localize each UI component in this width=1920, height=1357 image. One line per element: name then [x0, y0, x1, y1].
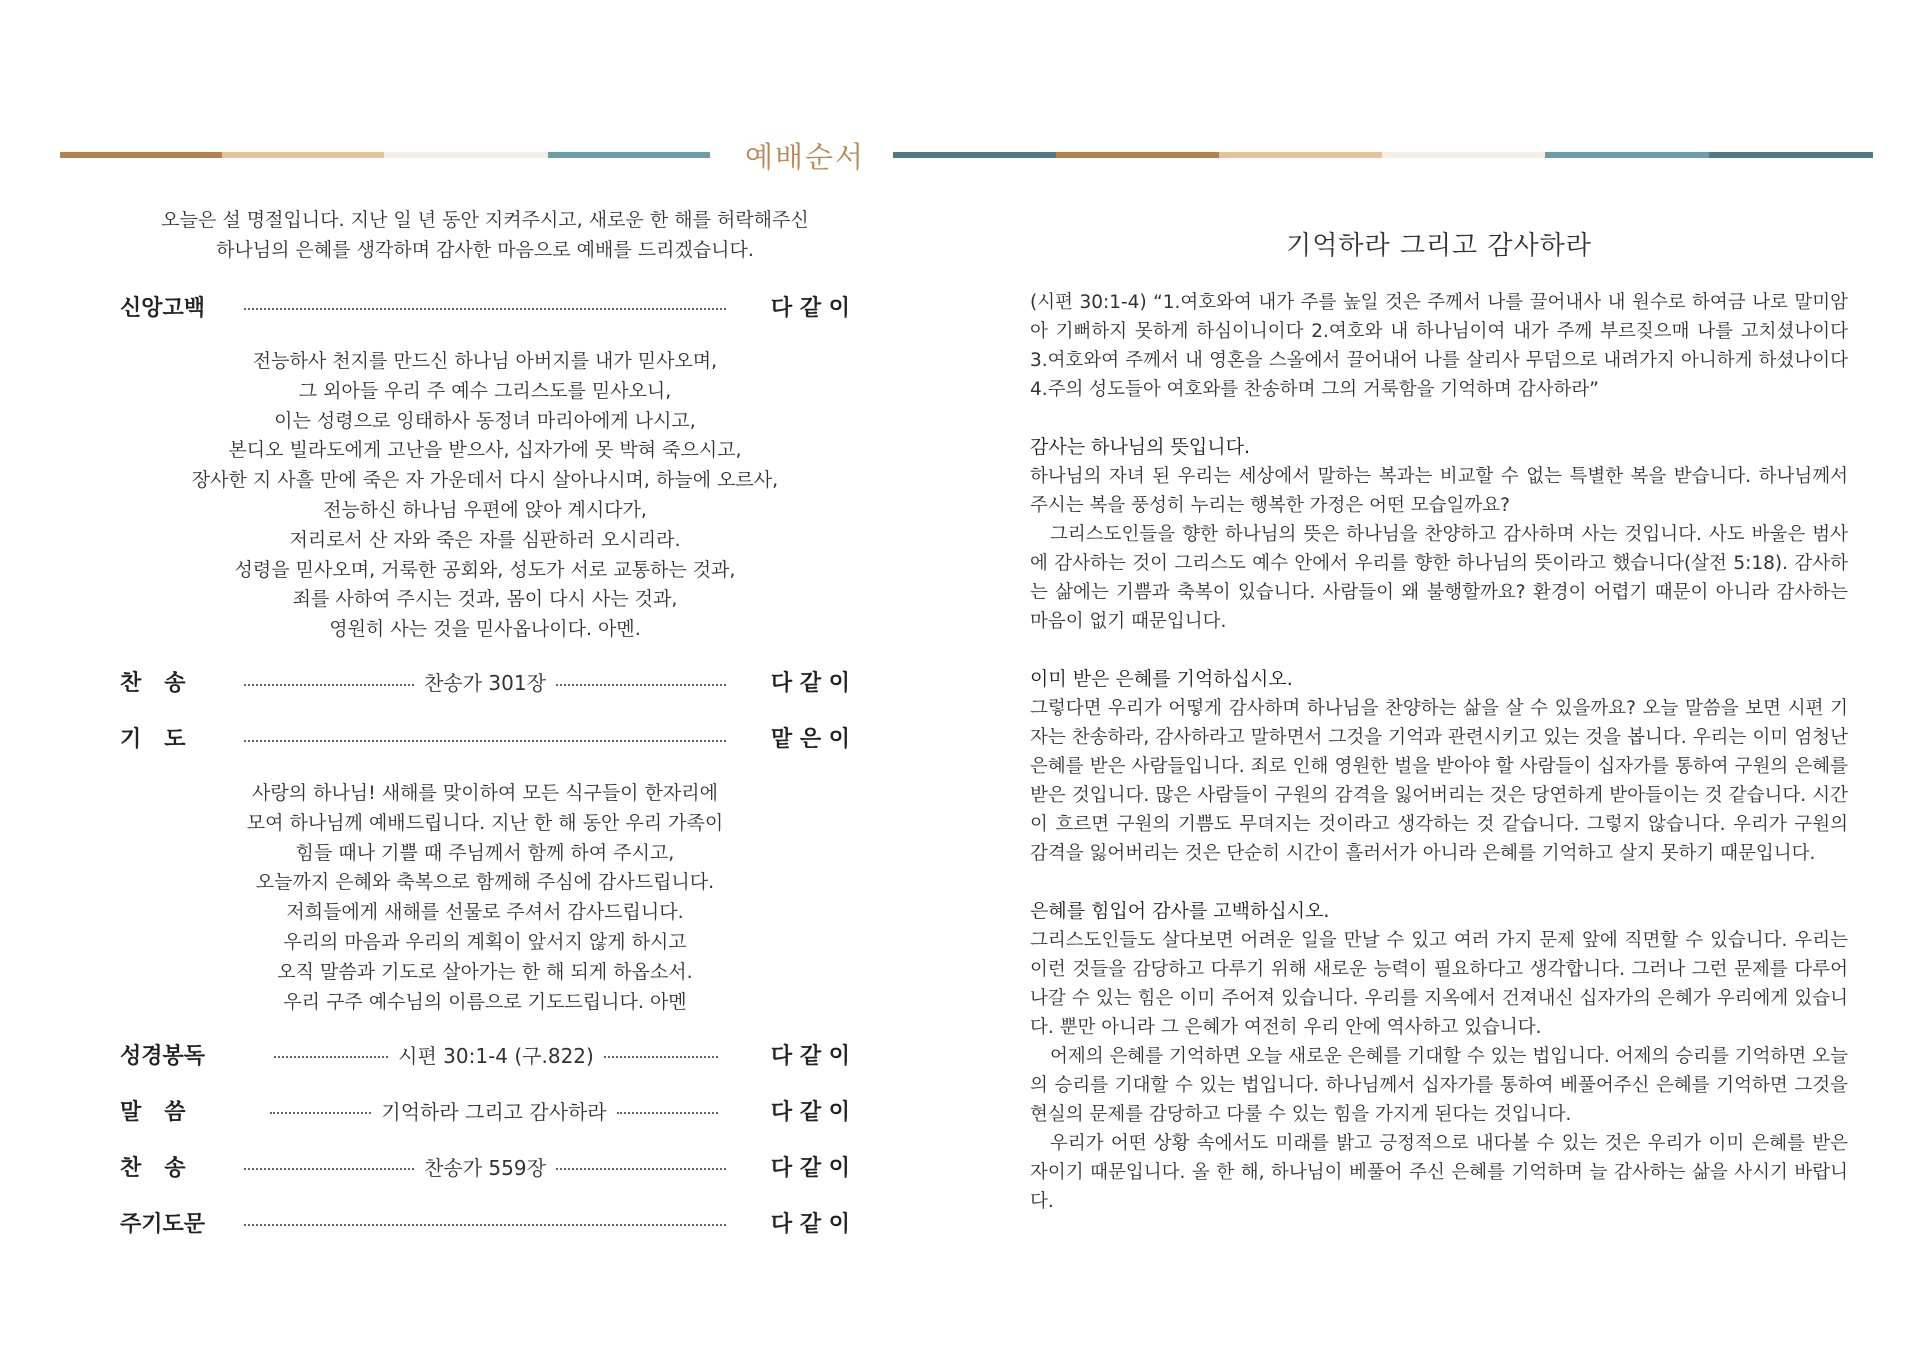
order-item-label: 찬 송 [120, 1155, 186, 1181]
section-paragraph: 어제의 은혜를 기억하면 오늘 새로운 은혜를 기대할 수 있는 법입니다. 어제의 승리를 기억하면 오늘의 승리를 기대할 수 있는 법입니다. 하나님께서 십자가를 통하여 베풀어주신 은혜를 기억하면 그것을 현실의 문제를 감당하고 다룰 수 있는 힘을 가지게 된다는 것입니다. [1030, 1046, 1848, 1125]
order-item-leader: 맡 은 이 [770, 727, 850, 753]
order-item-label: 말 씀 [120, 1099, 186, 1125]
order-item-sermon [120, 1091, 850, 1129]
sermon-title: 기억하라 그리고 감사하라 [1286, 231, 1592, 261]
dot-leader [230, 1218, 740, 1226]
band-segment [1545, 152, 1709, 158]
page-title: 예배순서 [744, 140, 866, 174]
order-item-leader: 다 같 이 [770, 1043, 850, 1069]
creed-line: 본디오 빌라도에게 고난을 받으사, 십자가에 못 박혀 죽으시고, [228, 439, 742, 462]
creed-line: 이는 성령으로 잉태하사 동정녀 마리아에게 나시고, [274, 409, 696, 432]
prayer-line: 우리의 마음과 우리의 계획이 앞서지 않게 하시고 [283, 930, 687, 953]
order-item-scripture [120, 1035, 850, 1073]
dot-leader [230, 302, 740, 310]
band-segment [222, 152, 384, 158]
order-item-prayer [120, 719, 850, 757]
section-paragraph: 그리스도인들을 향한 하나님의 뜻은 하나님을 찬양하고 감사하며 사는 것입니다. 사도 바울은 범사에 감사하는 것이 그리스도 예수 안에서 우리를 향한 하나님의 뜻이라고 했습니다(살전 5:18). 감사하는 삶에는 기쁨과 축복이 있습니다. 사람들이 왜 불행할까요? 환경이 어렵기 때문이 아니라 감사하는 마음이 없기 때문입니다. [1030, 524, 1848, 632]
order-item-detail: 시편 30:1-4 (구.822) [398, 1043, 594, 1068]
band-segment [548, 152, 710, 158]
dot-leader [230, 734, 740, 742]
section-heading: 이미 받은 은혜를 기억하십시오. [1030, 668, 1293, 690]
order-item-label: 기 도 [120, 727, 186, 753]
section-paragraph: 우리가 어떤 상황 속에서도 미래를 밝고 긍정적으로 내다볼 수 있는 것은 우리가 이미 은혜를 받은 자이기 때문입니다. 올 한 해, 하나님이 베풀어 주신 은혜를 기억하며 늘 감사하는 삶을 사시기 바랍니다. [1030, 1133, 1848, 1212]
order-item-leader: 다 같 이 [770, 295, 850, 321]
band-segment [1219, 152, 1382, 158]
prayer-line: 사랑의 하나님! 새해를 맞이하여 모든 식구들이 한자리에 [252, 781, 718, 804]
creed-line: 영원히 사는 것을 믿사옵나이다. 아멘. [329, 618, 641, 641]
prayer-line: 우리 구주 예수님의 이름으로 기도드립니다. 아멘 [283, 990, 687, 1013]
order-item-detail: 찬송가 559장 [424, 1155, 546, 1180]
order-item-leader: 다 같 이 [770, 1211, 850, 1237]
order-item-lords-prayer [120, 1203, 850, 1241]
creed-line: 저리로서 산 자와 죽은 자를 심판하러 오시리라. [289, 528, 681, 551]
intro-line: 하나님의 은혜를 생각하며 감사한 마음으로 예배를 드리겠습니다. [216, 239, 754, 261]
scripture-text: (시편 30:1-4) “1.여호와여 내가 주를 높일 것은 주께서 나를 끌어내사 내 원수로 하여금 나로 말미암아 기뻐하지 못하게 하심이니이다 2.여호와 내 하나님이여 내가 주께 부르짖으매 나를 고치셨나이다 3.여호와여 주께서 내 영혼을 스올에서 끌어내어 나를 살리사 무덤으로 내려가지 아니하게 하셨나이다 4.주의 성도들아 여호와를 찬송하며 그의 거룩함을 기억하며 감사하라” [1030, 292, 1848, 400]
order-item-hymn-1 [120, 663, 850, 701]
section-paragraph: 하나님의 자녀 된 우리는 세상에서 말하는 복과는 비교할 수 없는 특별한 복을 받습니다. 하나님께서 주시는 복을 풍성히 누리는 행복한 가정은 어떤 모습일까요? [1030, 466, 1848, 516]
order-item-hymn-2 [120, 1147, 850, 1185]
sermon-panel [1030, 225, 1848, 1216]
dot-leader [230, 1040, 740, 1069]
worship-order [120, 205, 850, 1241]
section-paragraph: 그렇다면 우리가 어떻게 감사하며 하나님을 찬양하는 삶을 살 수 있을까요? 오늘 말씀을 보면 시편 기자는 찬송하라, 감사하라고 말하면서 그것을 기억과 관련시키고 있는 것을 봅니다. 우리는 이미 엄청난 은혜를 받은 사람들입니다. 죄로 인해 영원한 벌을 받아야 할 사람들이 십자가를 통하여 구원의 은혜를 받은 것입니다. 많은 사람들이 구원의 감격을 잃어버리는 것은 당연하게 받아들이는 것 같습니다. 시간이 흐르면 구원의 기쁨도 무뎌지는 것이라고 생각하는 것 같습니다. 그렇지 않습니다. 우리가 구원의 감격을 잃어버리는 것은 단순히 시간이 흘러서가 아니라 은혜를 기억하고 살지 못하기 때문입니다. [1030, 698, 1848, 864]
order-item-creed [120, 287, 850, 325]
order-item-label: 찬 송 [120, 671, 186, 697]
section-paragraph: 그리스도인들도 살다보면 어려운 일을 만날 수 있고 여러 가지 문제 앞에 직면할 수 있습니다. 우리는 이런 것들을 감당하고 다루기 위해 새로운 능력이 필요하다고 생각합니다. 그러나 그런 문제를 다루어 나갈 수 있는 힘은 이미 주어져 있습니다. 우리를 지옥에서 건져내신 십자가의 은혜가 우리에게 있습니다. 뿐만 아니라 그 은혜가 여전히 우리 안에 역사하고 있습니다. [1030, 930, 1848, 1038]
header-band-left [60, 152, 710, 158]
order-item-leader: 다 같 이 [770, 1099, 850, 1125]
band-segment [893, 152, 1056, 158]
dot-leader [230, 1152, 740, 1181]
prayer-line: 오직 말씀과 기도로 살아가는 한 해 되게 하옵소서. [277, 960, 693, 983]
dot-leader [230, 1096, 740, 1125]
creed-line: 성령을 믿사오며, 거룩한 공회와, 성도가 서로 교통하는 것과, [234, 558, 736, 581]
order-item-leader: 다 같 이 [770, 1155, 850, 1181]
creed-line: 전능하사 천지를 만드신 하나님 아버지를 내가 믿사오며, [252, 350, 718, 372]
prayer-line: 힘들 때나 기쁠 때 주님께서 함께 하여 주시고, [295, 841, 675, 864]
creed-line: 죄를 사하여 주시는 것과, 몸이 다시 사는 것과, [292, 588, 678, 611]
creed-text [120, 347, 850, 645]
creed-line: 그 외아들 우리 주 예수 그리스도를 믿사오니, [298, 379, 672, 402]
creed-line: 전능하신 하나님 우편에 앉아 계시다가, [323, 498, 647, 521]
creed-line: 장사한 지 사흘 만에 죽은 자 가운데서 다시 살아나시며, 하늘에 오르사, [191, 469, 779, 492]
order-item-detail: 찬송가 301장 [424, 671, 546, 696]
intro-line: 오늘은 설 명절입니다. 지난 일 년 동안 지켜주시고, 새로운 한 해를 허락해주신 [161, 209, 809, 231]
prayer-line: 모여 하나님께 예배드립니다. 지난 한 해 동안 우리 가족이 [246, 811, 724, 834]
band-segment [1709, 152, 1873, 158]
band-segment [60, 152, 222, 158]
section-heading: 감사는 하나님의 뜻입니다. [1030, 436, 1251, 458]
section-heading: 은혜를 힘입어 감사를 고백하십시오. [1030, 900, 1330, 922]
order-item-leader: 다 같 이 [770, 671, 850, 697]
header-band-right [893, 152, 1873, 158]
band-segment [384, 152, 548, 158]
band-segment [1056, 152, 1219, 158]
prayer-text [120, 779, 850, 1017]
order-item-detail: 기억하라 그리고 감사하라 [381, 1099, 607, 1124]
prayer-line: 오늘까지 은혜와 축복으로 함께해 주심에 감사드립니다. [255, 871, 715, 894]
order-item-label: 신앙고백 [120, 295, 206, 321]
dot-leader [230, 667, 740, 696]
order-item-label: 주기도문 [120, 1211, 206, 1237]
prayer-line: 저희들에게 새해를 선물로 주셔서 감사드립니다. [286, 901, 684, 924]
band-segment [1382, 152, 1545, 158]
order-item-label: 성경봉독 [120, 1043, 206, 1069]
intro-text [120, 205, 850, 265]
